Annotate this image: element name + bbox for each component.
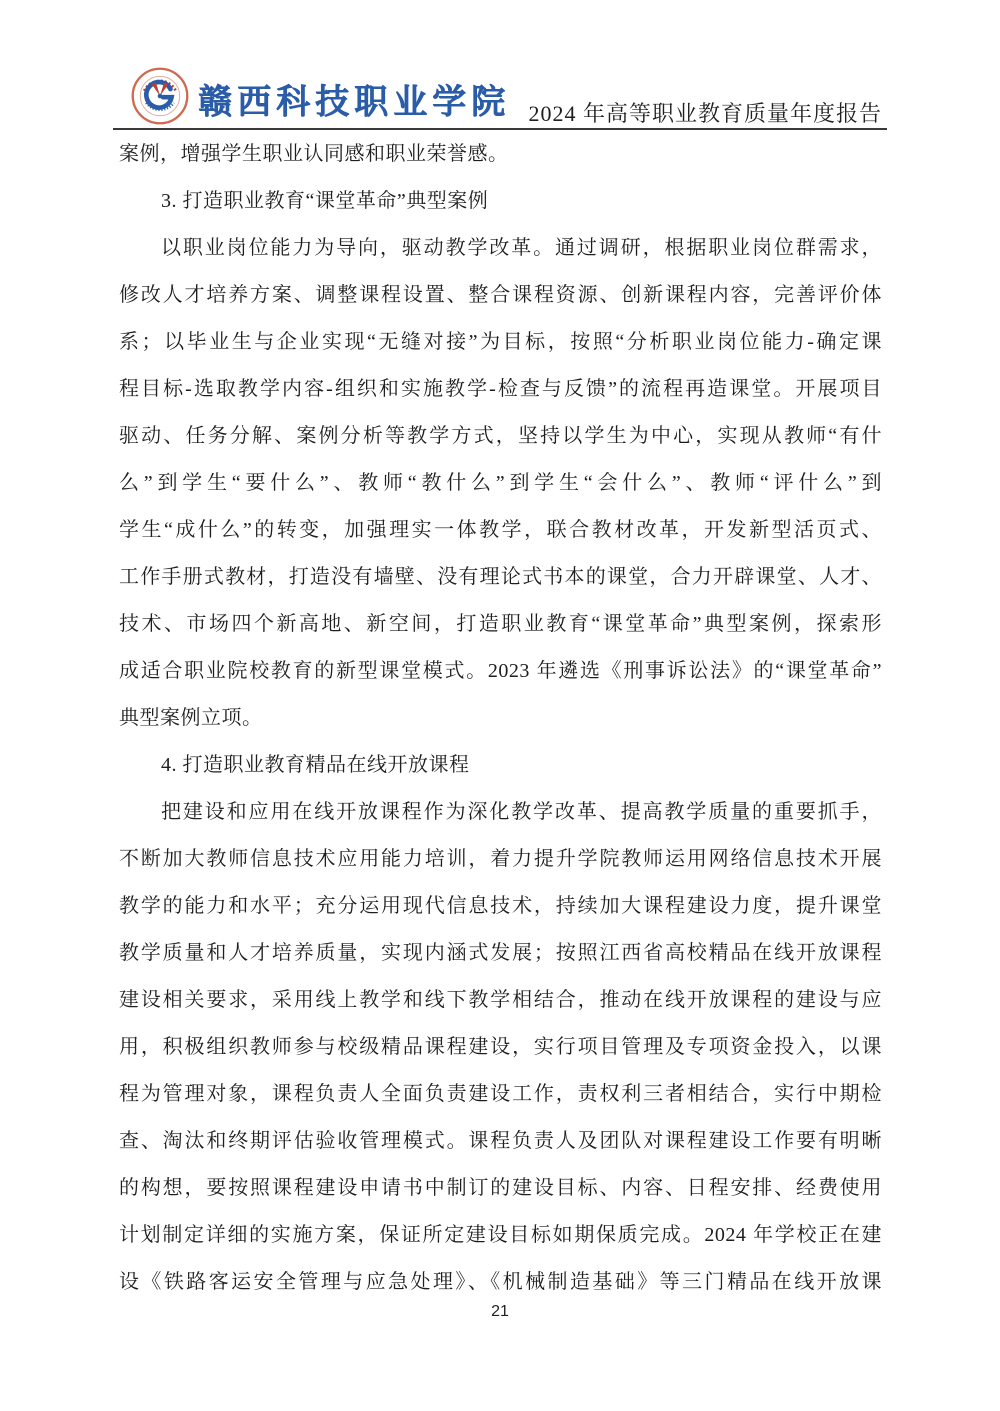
section-heading: 4. 打造职业教育精品在线开放课程 <box>161 754 470 776</box>
section-heading: 3. 打造职业教育“课堂革命”典型案例 <box>161 190 489 212</box>
body-line: 不断加大教师信息技术应用能力培训，着力提升学院教师运用网络信息技术开展 <box>119 848 882 870</box>
body-line: 系；以毕业生与企业实现“无缝对接”为目标，按照“分析职业岗位能力-确定课 <box>119 331 882 353</box>
report-title: 2024 年高等职业教育质量年度报告 <box>528 101 882 126</box>
body-line: 的构想，要按照课程建设申请书中制订的建设目标、内容、日程安排、经费使用 <box>119 1177 882 1199</box>
body-line: 程为管理对象，课程负责人全面负责建设工作，责权利三者相结合，实行中期检 <box>119 1083 882 1105</box>
body-line: 教学的能力和水平；充分运用现代信息技术，持续加大课程建设力度，提升课堂 <box>119 895 882 917</box>
body-line: 成适合职业院校教育的新型课堂模式。2023 年遴选《刑事诉讼法》的“课堂革命” <box>119 660 882 682</box>
body-line: 以职业岗位能力为导向，驱动教学改革。通过调研，根据职业岗位群需求， <box>161 237 882 259</box>
body-line: 用，积极组织教师参与校级精品课程建设，实行项目管理及专项资金投入，以课 <box>119 1036 882 1058</box>
body-line: 案例，增强学生职业认同感和职业荣誉感。 <box>119 143 509 165</box>
body-line: 修改人才培养方案、调整课程设置、整合课程资源、创新课程内容，完善评价体 <box>119 284 882 306</box>
body-line: 学生“成什么”的转变，加强理实一体教学，联合教材改革，开发新型活页式、 <box>119 519 882 541</box>
body-line: 技术、市场四个新高地、新空间，打造职业教育“课堂革命”典型案例，探索形 <box>119 613 882 635</box>
header-divider <box>113 128 887 130</box>
body-line: 建设相关要求，采用线上教学和线下教学相结合，推动在线开放课程的建设与应 <box>119 989 882 1011</box>
body-line: 么”到学生“要什么”、教师“教什么”到学生“会什么”、教师“评什么”到 <box>119 472 882 494</box>
body-line: 查、淘汰和终期评估验收管理模式。课程负责人及团队对课程建设工作要有明晰 <box>119 1130 882 1152</box>
body-line: 驱动、任务分解、案例分析等教学方式，坚持以学生为中心，实现从教师“有什 <box>119 425 882 447</box>
college-name: 赣西科技职业学院 <box>198 84 510 121</box>
page-number: 21 <box>491 1303 509 1320</box>
college-seal-icon <box>131 67 189 125</box>
body-line: 典型案例立项。 <box>119 707 263 729</box>
body-line: 设《铁路客运安全管理与应急处理》、《机械制造基础》等三门精品在线开放课 <box>119 1271 882 1293</box>
body-line: 工作手册式教材，打造没有墙壁、没有理论式书本的课堂，合力开辟课堂、人才、 <box>119 566 882 588</box>
body-line: 把建设和应用在线开放课程作为深化教学改革、提高教学质量的重要抓手， <box>161 801 882 823</box>
body-line: 程目标-选取教学内容-组织和实施教学-检查与反馈”的流程再造课堂。开展项目 <box>119 378 882 400</box>
page-body <box>119 131 882 1306</box>
body-line: 计划制定详细的实施方案，保证所定建设目标如期保质完成。2024 年学校正在建 <box>119 1224 882 1246</box>
body-line: 教学质量和人才培养质量，实现内涵式发展；按照江西省高校精品在线开放课程 <box>119 942 882 964</box>
